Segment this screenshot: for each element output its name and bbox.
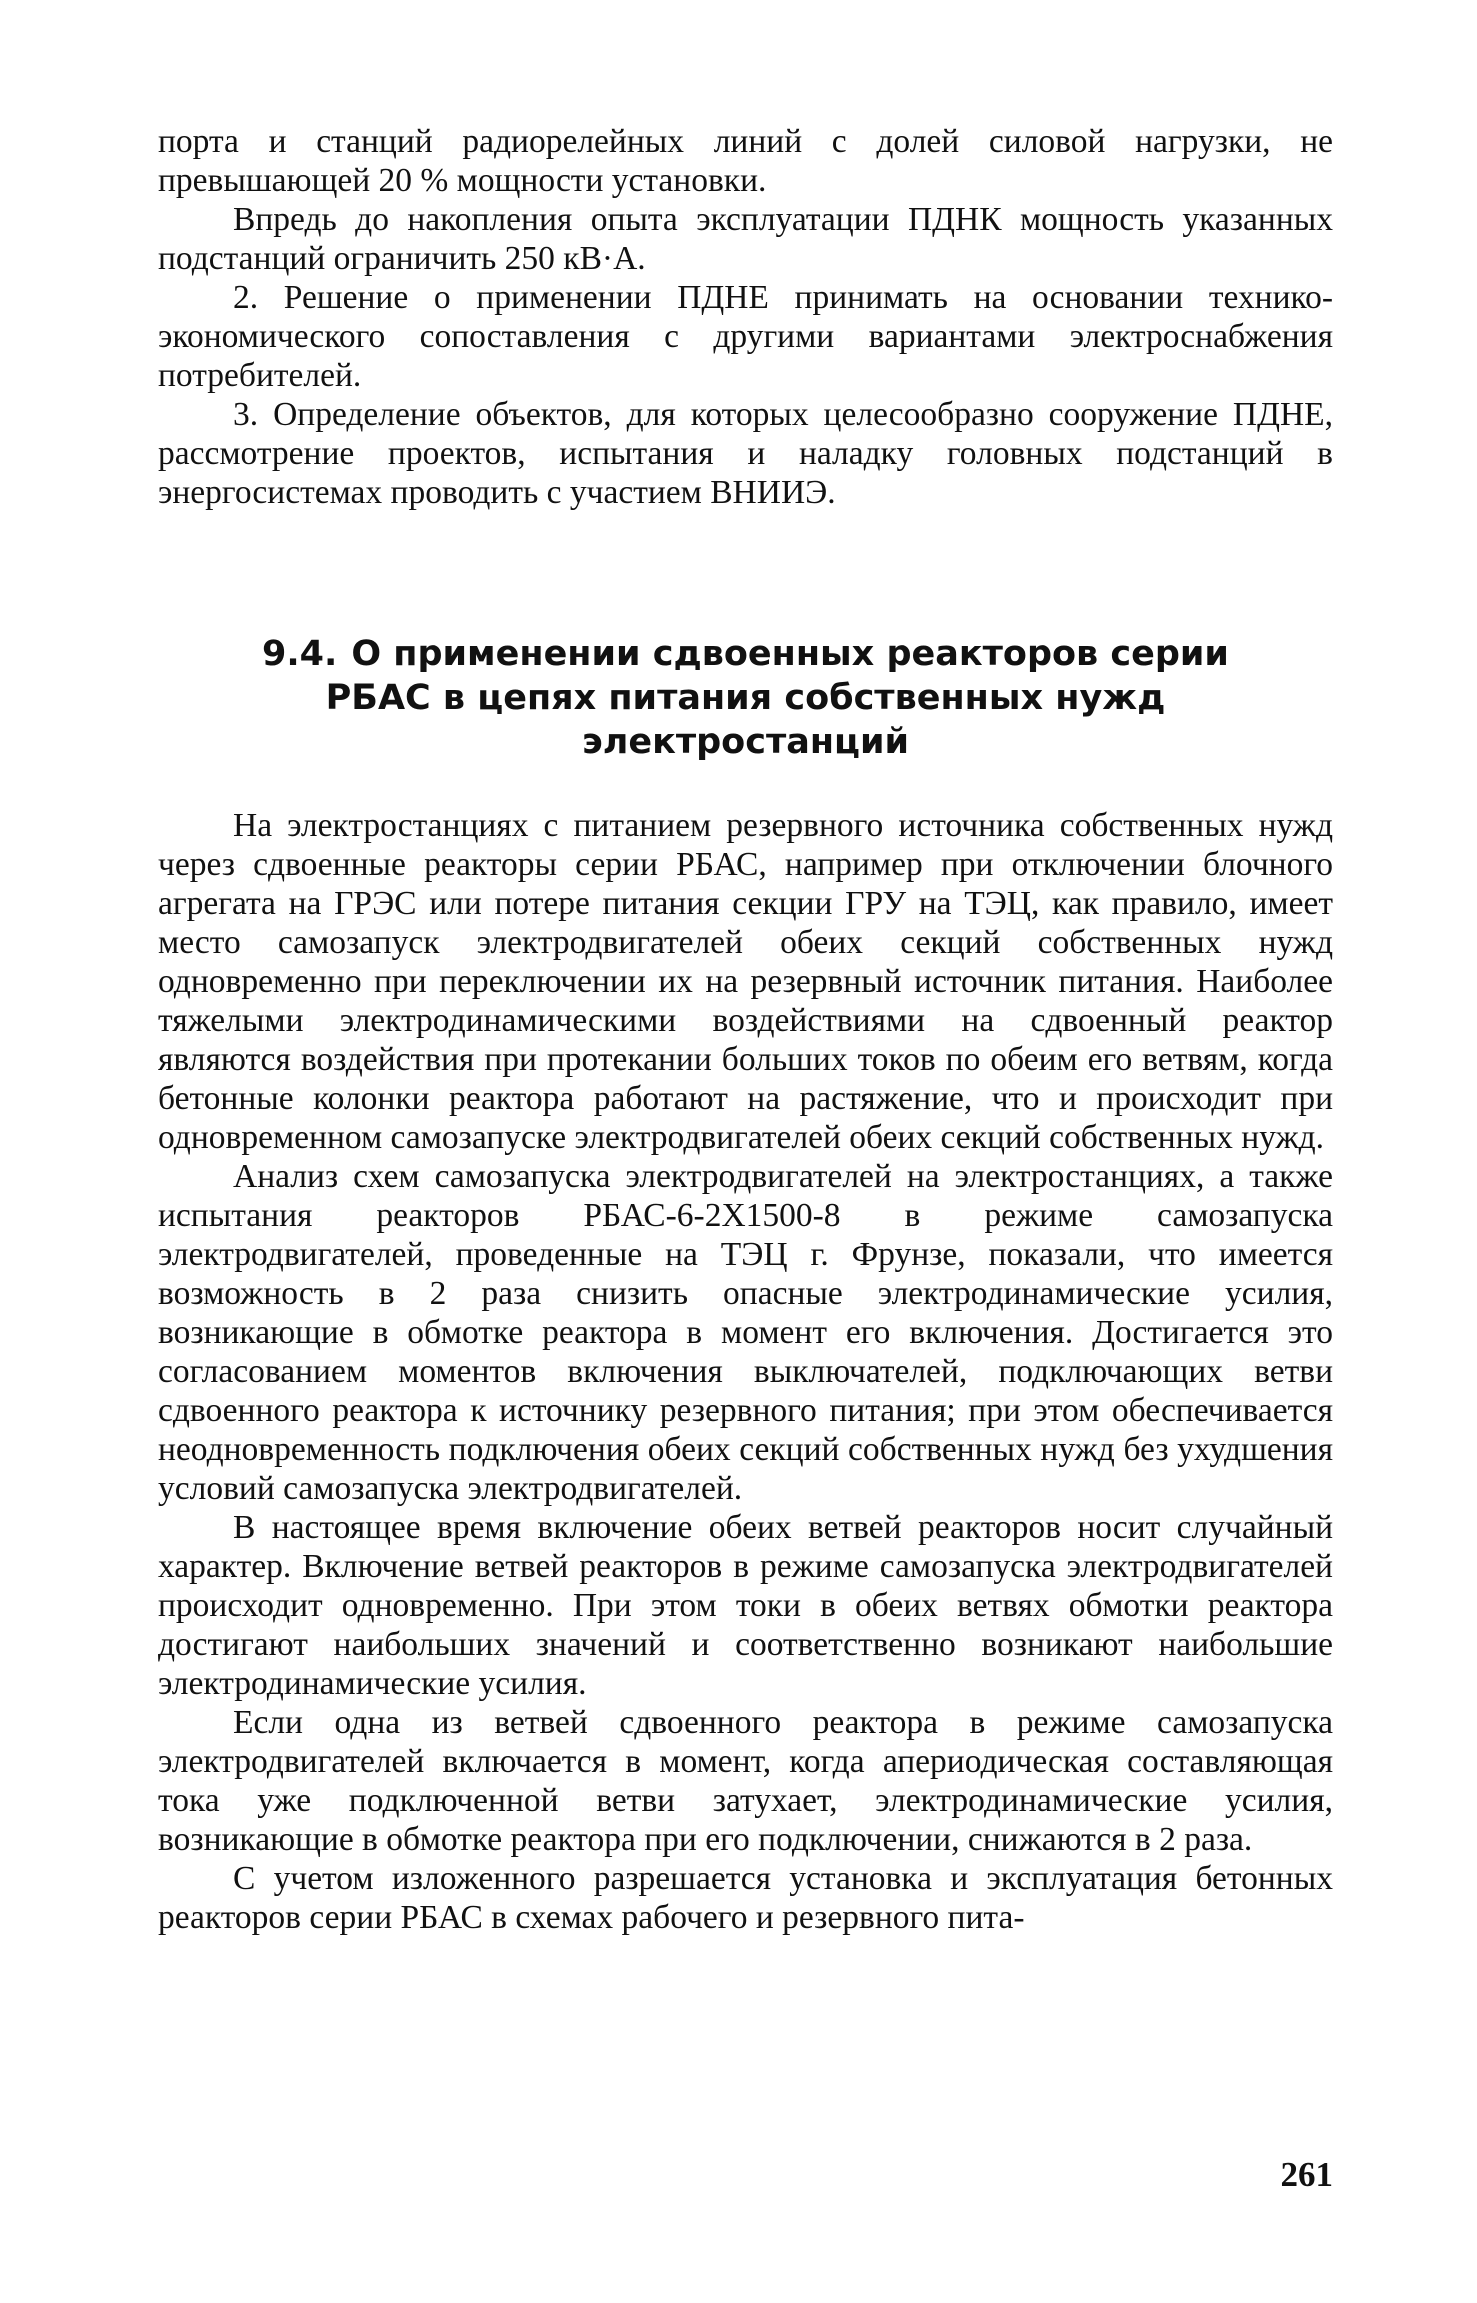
section-number: 9.4. — [262, 634, 338, 674]
page-number: 261 — [1280, 2155, 1333, 2194]
section-paragraph-2: Анализ схем самозапуска электродвигателей на электростанциях, а также испытания реакторов РБАС-6-2Х1500-8 в режиме самозапуска электродвигателей, проведенные на ТЭЦ г. Фрунзе, показали, что имеется возможность в 2 раза снизить опасные электродинамические усилия, возникающие в обмотке реактора в момент его включения. Достигается это согласованием моментов включения выключателей, подключающих ветви сдвоенного реактора к источнику резервного питания; при этом обеспечивается неодновременность подключения обеих секций собственных нужд без ухудшения условий самозапуска электродвигателей. — [158, 1158, 1333, 1507]
paragraph-limit: Впредь до накопления опыта эксплуатации ПДНК мощность указанных подстанций ограничить 250 кВ·А. — [158, 201, 1333, 277]
page-content — [158, 122, 1333, 1937]
paragraph-item-3: 3. Определение объектов, для которых целесообразно сооружение ПДНЕ, рассмотрение проектов, испытания и наладку головных подстанций в энергосистемах проводить с участием ВНИИЭ. — [158, 396, 1333, 511]
section-paragraph-1: На электростанциях с питанием резервного источника собственных нужд через сдвоенные реакторы серии РБАС, например при отключении блочного агрегата на ГРЭС или потере питания секции ГРУ на ТЭЦ, как правило, имеет место самозапуск электродвигателей обеих секций собственных нужд одновременно при переключении их на резервный источник питания. Наиболее тяжелыми электродинамическими воздействиями на сдвоенный реактор являются воздействия при протекании больших токов по обеим его ветвям, когда бетонные колонки реактора работают на растяжение, что и происходит при одновременном самозапуске электродвигателей обеих секций собственных нужд. — [158, 807, 1333, 1156]
section-heading — [158, 632, 1333, 764]
continuation-paragraph: порта и станций радиорелейных линий с долей силовой нагрузки, не превышающей 20 % мощности установки. — [158, 123, 1333, 199]
section-title-part-1: О применении сдвоенных реакторов серии — [351, 634, 1229, 674]
section-heading-line-3: электростанций — [581, 722, 910, 762]
section-paragraph-5: С учетом изложенного разрешается установка и эксплуатация бетонных реакторов серии РБАС в схемах рабочего и резервного пита- — [158, 1860, 1333, 1936]
section-body — [158, 806, 1333, 1937]
section-heading-line-1 — [158, 632, 1333, 676]
section-heading-line-2: РБАС в цепях питания собственных нужд — [325, 678, 1166, 718]
section-paragraph-3: В настоящее время включение обеих ветвей реакторов носит случайный характер. Включение ветвей реакторов в режиме самозапуска электродвигателей происходит одновременно. При этом токи в обеих ветвях обмотки реактора достигают наибольших значений и соответственно возникают наибольшие электродинамические усилия. — [158, 1509, 1333, 1702]
section-paragraph-4: Если одна из ветвей сдвоенного реактора в режиме самозапуска электродвигателей включается в момент, когда апериодическая составляющая тока уже подключенной ветви затухает, электродинамические усилия, возникающие в обмотке реактора при его подключении, снижаются в 2 раза. — [158, 1704, 1333, 1858]
paragraph-item-2: 2. Решение о применении ПДНЕ принимать на основании технико-экономического сопоставления с другими вариантами электроснабжения потребителей. — [158, 279, 1333, 394]
